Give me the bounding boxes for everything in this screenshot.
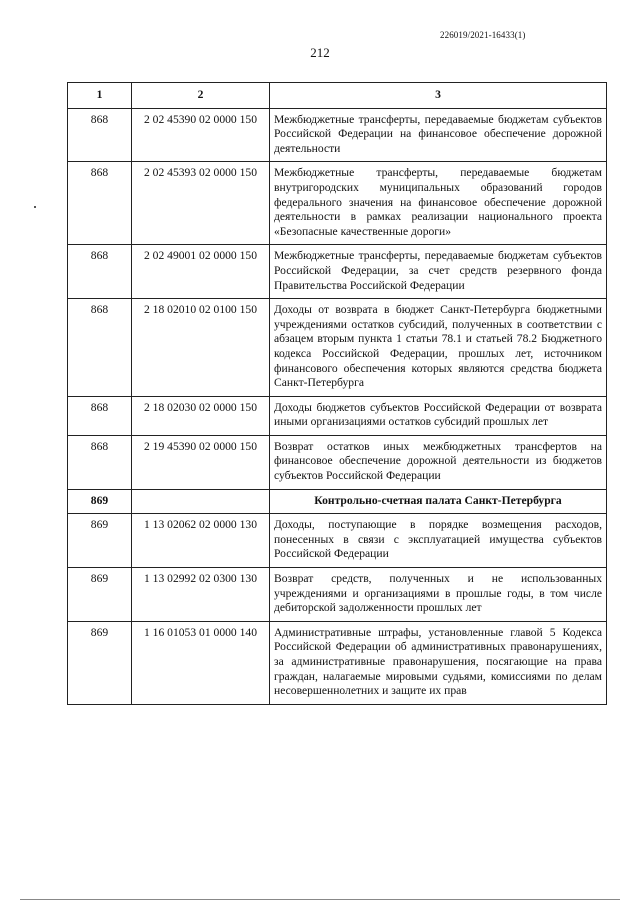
table-row bbox=[68, 396, 607, 435]
budget-code-cell: 2 02 49001 02 0000 150 bbox=[132, 245, 270, 299]
admin-code-cell: 868 bbox=[68, 396, 132, 435]
revenue-codes-table bbox=[67, 82, 607, 705]
document-id: 226019/2021-16433(1) bbox=[440, 30, 526, 40]
budget-code-cell bbox=[132, 489, 270, 514]
page-number: 212 bbox=[310, 45, 330, 60]
revenue-name-cell: Межбюджетные трансферты, передаваемые бюджетам внутригородских муниципальных образований городов федерального значения на финансовое обеспечение дорожной деятельности в рамках реализации национального проекта «Безопасные качественные дороги» bbox=[270, 162, 607, 245]
column-header-1: 1 bbox=[68, 83, 132, 109]
admin-code-cell: 869 bbox=[68, 621, 132, 704]
revenue-name-cell: Доходы бюджетов субъектов Российской Федерации от возврата иными организациями остатков субсидий прошлых лет bbox=[270, 396, 607, 435]
budget-code-cell: 2 02 45390 02 0000 150 bbox=[132, 108, 270, 162]
table-row bbox=[68, 568, 607, 622]
column-header-2: 2 bbox=[132, 83, 270, 109]
revenue-name-cell: Возврат остатков иных межбюджетных трансфертов на финансовое обеспечение дорожной деятельности из бюджетов субъектов Российской Федерации bbox=[270, 435, 607, 489]
table-header-row bbox=[68, 83, 607, 109]
table-body bbox=[68, 108, 607, 704]
budget-code-cell: 2 19 45390 02 0000 150 bbox=[132, 435, 270, 489]
budget-code-cell: 1 13 02992 02 0300 130 bbox=[132, 568, 270, 622]
admin-code-cell: 869 bbox=[68, 514, 132, 568]
admin-code-cell: 868 bbox=[68, 435, 132, 489]
budget-code-cell: 1 13 02062 02 0000 130 bbox=[132, 514, 270, 568]
column-header-3: 3 bbox=[270, 83, 607, 109]
revenue-name-cell: Межбюджетные трансферты, передаваемые бюджетам субъектов Российской Федерации на финансовое обеспечение дорожной деятельности bbox=[270, 108, 607, 162]
revenue-name-cell: Административные штрафы, установленные главой 5 Кодекса Российской Федерации об административных правонарушениях, за административные правонарушения, посягающие на права граждан, налагаемые мировыми судьями, комиссиями по делам несовершеннолетних и защите их прав bbox=[270, 621, 607, 704]
admin-code-cell: 869 bbox=[68, 489, 132, 514]
table-row bbox=[68, 621, 607, 704]
table-row bbox=[68, 162, 607, 245]
revenue-name-cell: Доходы, поступающие в порядке возмещения расходов, понесенных в связи с эксплуатацией имущества субъектов Российской Федерации bbox=[270, 514, 607, 568]
scan-speck bbox=[34, 206, 36, 208]
revenue-name-cell: Доходы от возврата в бюджет Санкт-Петербурга бюджетными учреждениями остатков субсидий, полученных в соответствии с абзацем вторым пункта 1 статьи 78.1 и статьей 78.2 Бюджетного кодекса Российской Федерации, прошлых лет, источником финансового обеспечения которых являются средства бюджета Санкт-Петербурга bbox=[270, 299, 607, 397]
budget-code-cell: 2 18 02030 02 0000 150 bbox=[132, 396, 270, 435]
revenue-name-cell: Межбюджетные трансферты, передаваемые бюджетам субъектов Российской Федерации, за счет средств резервного фонда Правительства Российской Федерации bbox=[270, 245, 607, 299]
table-section-row bbox=[68, 489, 607, 514]
admin-code-cell: 868 bbox=[68, 108, 132, 162]
budget-code-cell: 1 16 01053 01 0000 140 bbox=[132, 621, 270, 704]
table-row bbox=[68, 108, 607, 162]
admin-code-cell: 868 bbox=[68, 299, 132, 397]
admin-code-cell: 868 bbox=[68, 162, 132, 245]
table-row bbox=[68, 245, 607, 299]
budget-code-cell: 2 02 45393 02 0000 150 bbox=[132, 162, 270, 245]
revenue-name-cell: Возврат средств, полученных и не использованных учреждениями и организациями в прошлые годы, в том числе дебиторской задолженности прошлых лет bbox=[270, 568, 607, 622]
budget-code-cell: 2 18 02010 02 0100 150 bbox=[132, 299, 270, 397]
table-row bbox=[68, 299, 607, 397]
table-row bbox=[68, 514, 607, 568]
revenue-name-cell: Контрольно-счетная палата Санкт-Петербурга bbox=[270, 489, 607, 514]
admin-code-cell: 868 bbox=[68, 245, 132, 299]
scan-bottom-edge bbox=[20, 899, 620, 900]
admin-code-cell: 869 bbox=[68, 568, 132, 622]
table-row bbox=[68, 435, 607, 489]
